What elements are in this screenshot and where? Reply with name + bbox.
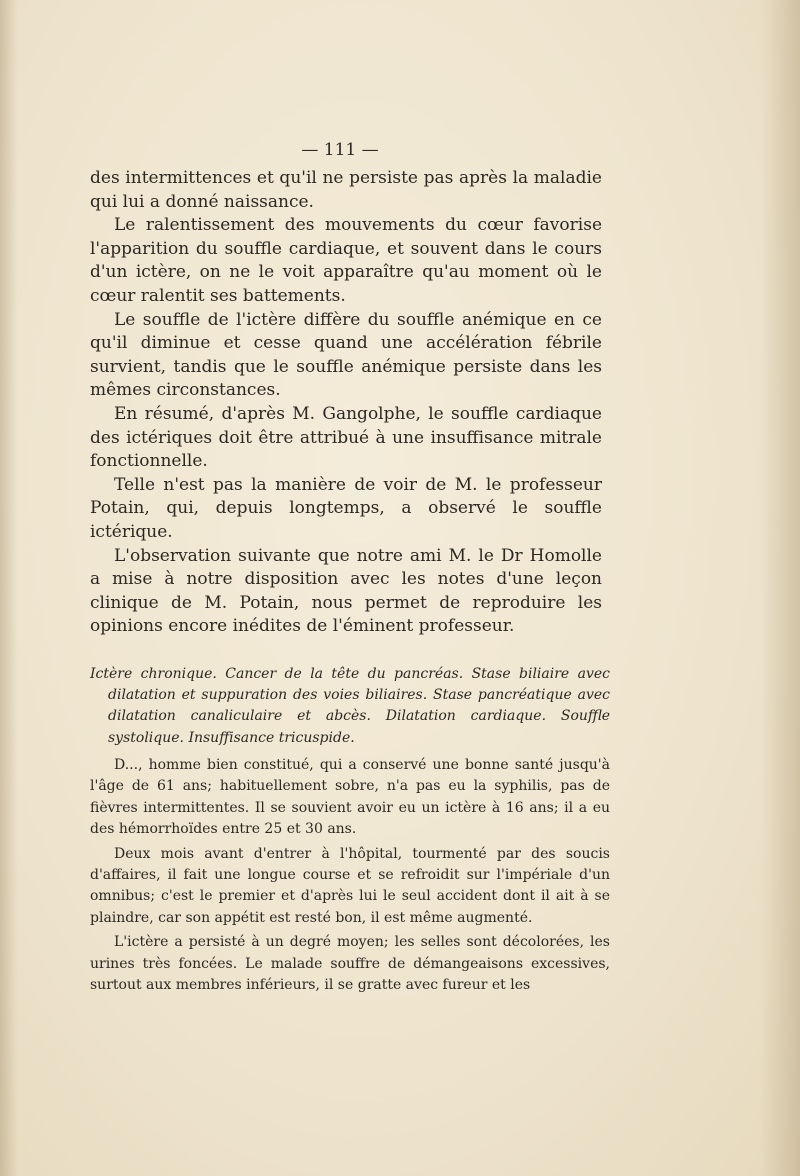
case-title	[90, 664, 610, 749]
page-number: — 111 —	[301, 140, 379, 160]
case-paragraph-1: D..., homme bien constitué, qui a conservé une bonne santé jusqu'à l'âge de 61 ans; habituellement sobre, n'a pas eu la syphilis, pas de fièvres intermittentes. Il se souvient avoir eu un ictère à 16 ans; il a eu des hémorrhoïdes entre 25 et 30 ans.	[90, 757, 610, 838]
paragraph-5: Telle n'est pas la manière de voir de M. le professeur Potain, qui, depuis longtemps, a observé le souffle ictérique.	[90, 474, 602, 542]
paragraph-1: des intermittences et qu'il ne persiste pas après la maladie qui lui a donné naissance.	[90, 168, 602, 212]
main-text	[90, 167, 602, 639]
paragraph-3: Le souffle de l'ictère diffère du souffle anémique en ce qu'il diminue et cesse quand une accélération fébrile survient, tandis que le souffle anémique persiste dans les mêmes circonstances.	[90, 309, 602, 401]
paragraph-6: L'observation suivante que notre ami M. le Dr Homolle a mise à notre disposition avec les notes d'une leçon clinique de M. Potain, nous permet de reproduire les opinions encore inédites de l'éminent professeur.	[90, 545, 602, 637]
case-report	[90, 755, 610, 999]
case-paragraph-2: Deux mois avant d'entrer à l'hôpital, tourmenté par des soucis d'affaires, il fait une longue course et se refroidit sur l'impériale d'un omnibus; c'est le premier et d'après lui le seul accident dont il ait à se plaindre, car son appétit est resté bon, il est même augmenté.	[90, 845, 610, 926]
case-title-text: Ictère chronique. Cancer de la tête du pancréas. Stase biliaire avec dilatation et suppuration des voies biliaires. Stase pancréatique avec dilatation canaliculaire et abcès. Dilatation cardiaque. Souffle systolique. Insuffisance tricuspide.	[90, 666, 610, 746]
paragraph-4: En résumé, d'après M. Gangolphe, le souffle cardiaque des ictériques doit être attribué à une insuffisance mitrale fonctionnelle.	[90, 403, 602, 472]
case-paragraph-3: L'ictère a persisté à un degré moyen; les selles sont décolorées, les urines très foncées. Le malade souffre de démangeaisons excessives, surtout aux membres inférieurs, il se gratte avec fureur et les	[90, 934, 610, 994]
paragraph-2: Le ralentissement des mouvements du cœur favorise l'apparition du souffle cardiaque, et souvent dans le cours d'un ictère, on ne le voit apparaître qu'au moment où le cœur ralentit ses battements.	[90, 215, 602, 306]
